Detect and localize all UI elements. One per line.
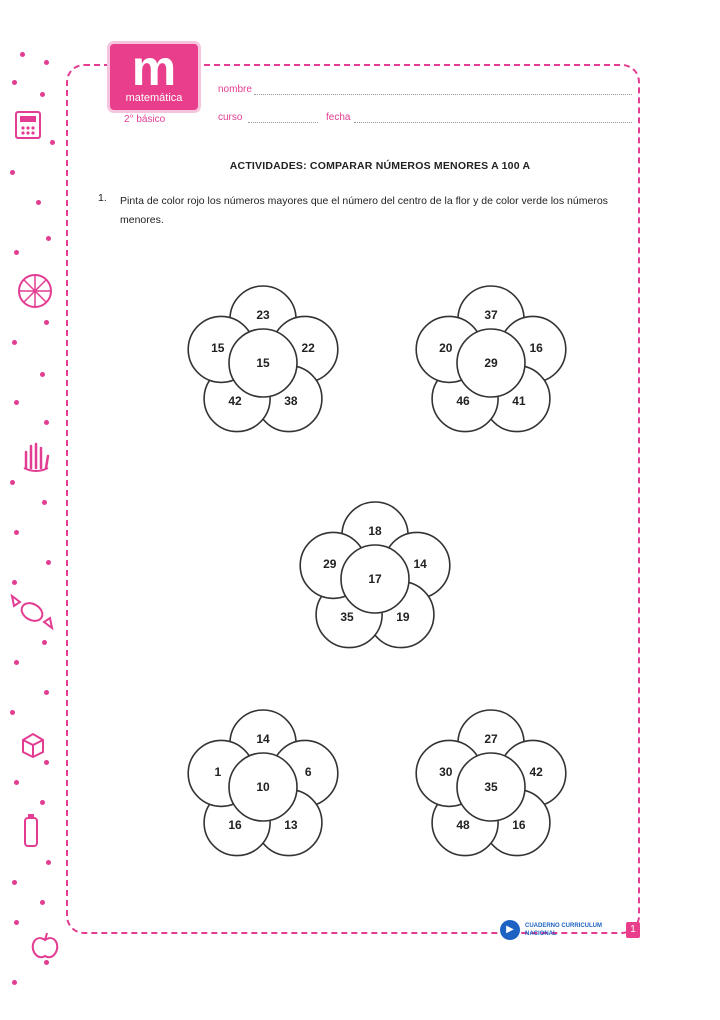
decorative-dot: [40, 800, 45, 805]
petal-number[interactable]: 37: [484, 308, 498, 323]
decorative-dot: [12, 80, 17, 85]
decorative-dot: [12, 980, 17, 985]
petal-number[interactable]: 14: [413, 557, 427, 572]
petal-number[interactable]: 42: [228, 394, 242, 409]
grade-label: 2° básico: [124, 114, 166, 125]
decorative-dot: [44, 420, 49, 425]
date-label: fecha: [326, 112, 351, 123]
decorative-dot: [44, 760, 49, 765]
decorative-dot: [40, 372, 45, 377]
decorative-dot: [36, 200, 41, 205]
battery-icon: [18, 812, 44, 852]
center-number: 10: [256, 780, 270, 794]
petal-number[interactable]: 18: [368, 524, 382, 539]
page-number: 1: [626, 922, 640, 938]
decorative-dot: [10, 480, 15, 485]
subject-logo: [110, 40, 198, 110]
decorative-dot: [12, 580, 17, 585]
instruction-text: Pinta de color rojo los números mayores que el número del centro de la flor y de color verde los números menores.: [120, 195, 608, 226]
course-label: curso: [218, 112, 243, 123]
hand-icon: [18, 438, 54, 474]
flower: [396, 692, 586, 882]
petal-number[interactable]: 48: [456, 818, 470, 833]
petal-number[interactable]: 29: [323, 557, 337, 572]
petal-number[interactable]: 16: [512, 818, 526, 833]
play-icon: ▶: [500, 920, 520, 940]
apple-icon: [28, 930, 62, 962]
footer-logo-text: CUADERNO CURRICULUM NACIONAL: [525, 923, 602, 937]
logo-subject: matemática: [125, 92, 183, 104]
petal-number[interactable]: 16: [529, 341, 543, 356]
flower: [168, 268, 358, 458]
decorative-dot: [12, 340, 17, 345]
decorative-dot: [46, 860, 51, 865]
decorative-dot: [14, 780, 19, 785]
name-field[interactable]: [254, 94, 632, 95]
petal-number[interactable]: 19: [396, 610, 410, 625]
center-number: 15: [256, 356, 270, 370]
petal-number[interactable]: 23: [256, 308, 270, 323]
decorative-dot: [10, 710, 15, 715]
petal-number[interactable]: 42: [529, 765, 543, 780]
candy-icon: [8, 592, 56, 632]
petal-number[interactable]: 20: [439, 341, 453, 356]
petal-number[interactable]: 1: [214, 765, 222, 780]
petal-number[interactable]: 15: [211, 341, 225, 356]
worksheet-title: ACTIVIDADES: COMPARAR NÚMEROS MENORES A 100 A: [229, 160, 531, 172]
petal-number[interactable]: 46: [456, 394, 470, 409]
petal-number[interactable]: 30: [439, 765, 453, 780]
decorative-dot: [40, 900, 45, 905]
decorative-dot: [44, 690, 49, 695]
decorative-dot: [44, 60, 49, 65]
calculator-icon: [12, 108, 46, 142]
decorative-dot: [40, 92, 45, 97]
cube-icon: [18, 730, 48, 758]
decorative-dot: [14, 660, 19, 665]
item-number: 1.: [98, 192, 107, 204]
decorative-dot: [44, 320, 49, 325]
center-number: 29: [484, 356, 498, 370]
name-label: nombre: [218, 84, 252, 95]
decorative-dot: [42, 500, 47, 505]
decorative-dot: [42, 640, 47, 645]
decorative-dot: [20, 52, 25, 57]
date-field[interactable]: [354, 122, 632, 123]
course-field[interactable]: [248, 122, 318, 123]
flower: [396, 268, 586, 458]
petal-number[interactable]: 13: [284, 818, 298, 833]
decorative-dot: [14, 920, 19, 925]
petal-number[interactable]: 22: [301, 341, 315, 356]
petal-number[interactable]: 38: [284, 394, 298, 409]
petal-number[interactable]: 16: [228, 818, 242, 833]
petal-number[interactable]: 35: [340, 610, 354, 625]
center-number: 35: [484, 780, 498, 794]
center-number: 17: [368, 572, 382, 586]
flower: [168, 692, 358, 882]
petal-number[interactable]: 27: [484, 732, 498, 747]
decorative-dot: [10, 170, 15, 175]
flower: [280, 484, 470, 674]
decorative-dot: [46, 560, 51, 565]
pie-icon: [16, 272, 54, 310]
decorative-dot: [14, 250, 19, 255]
decorative-dot: [50, 140, 55, 145]
decorative-dot: [46, 236, 51, 241]
footer-logo: [500, 918, 605, 942]
decorative-dot: [12, 880, 17, 885]
decorative-dot: [14, 530, 19, 535]
decorative-border: [0, 0, 64, 1020]
petal-number[interactable]: 41: [512, 394, 526, 409]
petal-number[interactable]: 14: [256, 732, 270, 747]
decorative-dot: [14, 400, 19, 405]
logo-letter: m: [131, 40, 177, 96]
petal-number[interactable]: 6: [304, 765, 312, 780]
